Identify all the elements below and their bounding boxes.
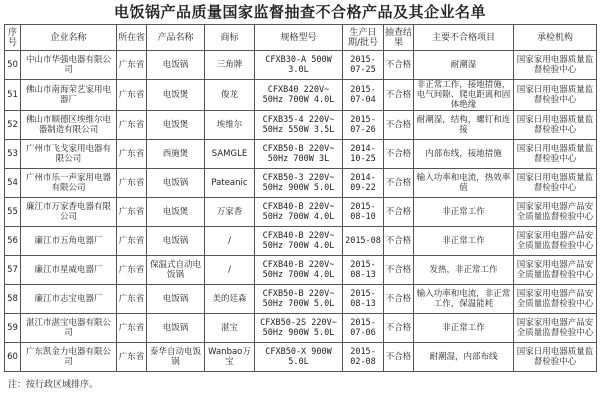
header-cell: 所在省 (117, 25, 147, 51)
table-row (5, 111, 597, 140)
table-cell: 广东省 (117, 169, 147, 198)
table-cell: 国家家用电器产品安全质量监督检验中心 (514, 285, 597, 314)
table-row (5, 169, 597, 198)
table-cell: 广东省 (117, 140, 147, 169)
table-cell: 2015-08-10 (343, 198, 384, 227)
table-cell: / (205, 227, 255, 256)
header-cell: 规格型号 (255, 25, 343, 51)
table-cell: 廉江市万家香电器有限公司 (21, 198, 117, 227)
table-cell: CFXB30-A 500W 3.0L (255, 51, 343, 80)
table-cell: 不合格 (384, 227, 414, 256)
table-cell: 广东省 (117, 51, 147, 80)
table-cell: 2015-07-06 (343, 314, 384, 343)
table-cell: 广东凯金力电器有限公司 (21, 343, 117, 372)
table-cell: 中山市华强电器有限公司 (21, 51, 117, 80)
table-cell: 56 (5, 227, 21, 256)
table-cell: 广东省 (117, 111, 147, 140)
table-cell: 国家日用电器质量监督检验中心 (514, 80, 597, 111)
table-cell: 国家家用电器产品安全质量监督检验中心 (514, 314, 597, 343)
table-cell: 内部布线，接地措施 (414, 140, 514, 169)
table-cell: 国家日用电器质量监督检验中心 (514, 343, 597, 372)
table-row (5, 198, 597, 227)
table-cell: 美的廷森 (205, 285, 255, 314)
header-row (5, 25, 597, 51)
table-cell: CFXB50-X 900W 5.0L (255, 343, 343, 372)
table-row (5, 51, 597, 80)
table-cell: 不合格 (384, 51, 414, 80)
header-cell: 序号 (5, 25, 21, 51)
table-row (5, 343, 597, 372)
table-cell: Pateanic (205, 169, 255, 198)
table-cell: 电饭锅 (147, 227, 205, 256)
table-cell: 57 (5, 256, 21, 285)
table-cell: 三角牌 (205, 51, 255, 80)
table-row (5, 256, 597, 285)
table-cell: 广东省 (117, 198, 147, 227)
table-cell: 不合格 (384, 140, 414, 169)
table-cell: 2015-08 (343, 227, 384, 256)
table-cell: 58 (5, 285, 21, 314)
table-cell: Wanbao万宝 (205, 343, 255, 372)
header-cell: 产品名称 (147, 25, 205, 51)
table-row (5, 140, 597, 169)
table-cell: 广州市飞戈家用电器有限公司 (21, 140, 117, 169)
table-cell: 耐潮湿 (414, 51, 514, 80)
page-title: 电饭锅产品质量国家监督抽查不合格产品及其企业名单 (113, 3, 486, 21)
table-cell: 2015-08-13 (343, 285, 384, 314)
table-cell: 发热，非正常工作 (414, 256, 514, 285)
table-cell: 2015-08-13 (343, 256, 384, 285)
table-cell: 佛山市南海荣艺家用电器厂 (21, 80, 117, 111)
table-cell: 广东省 (117, 343, 147, 372)
table-cell: 佛山市顺德区埃维尔电器制造有限公司 (21, 111, 117, 140)
table-cell: 廉江市五角电器厂 (21, 227, 117, 256)
table-cell: 电饭煲 (147, 198, 205, 227)
table-cell: 不合格 (384, 111, 414, 140)
table-cell: 俊龙 (205, 80, 255, 111)
table-cell: 广东省 (117, 285, 147, 314)
table-cell: 59 (5, 314, 21, 343)
table-cell: 万家香 (205, 198, 255, 227)
header-cell: 生产日期/批号 (343, 25, 384, 51)
table-cell: 保温式自动电饭锅 (147, 256, 205, 285)
table-cell: 电饭煲 (147, 111, 205, 140)
table-cell: 西施煲 (147, 140, 205, 169)
table-cell: / (205, 256, 255, 285)
table-cell: 国家日用电器质量监督检验中心 (514, 140, 597, 169)
table-cell: 国家日用电器质量监督检验中心 (514, 111, 597, 140)
table-cell: 电饭锅 (147, 169, 205, 198)
table-cell: CFXB40-B 220V~ 50Hz 700W 4.0L (255, 256, 343, 285)
table-cell: 湛江市湛宝电器有限公司 (21, 314, 117, 343)
table-cell: 54 (5, 169, 21, 198)
table-cell: CFXB40 220V~ 50Hz 700W 4.0L (255, 80, 343, 111)
table-cell: 泰华自动电饭锅 (147, 343, 205, 372)
table-cell: 非正常工作 (414, 227, 514, 256)
table-cell: 50 (5, 51, 21, 80)
table-cell: 国家家用电器产品安全质量监督检验中心 (514, 198, 597, 227)
table-cell: 电饭锅 (147, 314, 205, 343)
table-cell: 广东省 (117, 314, 147, 343)
table-cell: 不合格 (384, 80, 414, 111)
table-cell: 不合格 (384, 198, 414, 227)
table-cell: CFXB40-B 220V~ 50Hz 700W 4.0L (255, 227, 343, 256)
header-cell: 主要不合格项目 (414, 25, 514, 51)
table-cell: 国家日用电器质量监督检验中心 (514, 169, 597, 198)
table-cell: CFXB50-B 220V~ 50Hz 700W 3L (255, 140, 343, 169)
nonconforming-products-table (4, 24, 597, 372)
table-row (5, 227, 597, 256)
footnote: 注：按行政区域排序。 (8, 380, 99, 390)
table-cell: CFXB40-B 220V~ 50Hz 700W 4.0L (255, 198, 343, 227)
table-cell: 52 (5, 111, 21, 140)
table-row (5, 80, 597, 111)
table-cell: CFXB50-2S 220V~ 50Hz 900W 5.0L (255, 314, 343, 343)
table-row (5, 285, 597, 314)
header-cell: 企业名称 (21, 25, 117, 51)
table-cell: 不合格 (384, 256, 414, 285)
header-cell: 承检机构 (514, 25, 597, 51)
table-cell: 廉江市志宝电器厂 (21, 285, 117, 314)
table-row (5, 314, 597, 343)
table-cell: CFXB50-B 220V~ 50Hz 700W 5.0L (255, 285, 343, 314)
table-cell: 不合格 (384, 285, 414, 314)
table-cell: 电饭锅 (147, 285, 205, 314)
table-cell: 60 (5, 343, 21, 372)
header-cell: 商标 (205, 25, 255, 51)
table-cell: 电饭煲 (147, 80, 205, 111)
table-cell: 55 (5, 198, 21, 227)
table-cell: 耐潮湿，结构，螺钉和连接 (414, 111, 514, 140)
table-cell: 输入功率和电流，热效率值 (414, 169, 514, 198)
table-cell: 廉江市星威电器厂 (21, 256, 117, 285)
table-cell: 输入功率和电流，非正常工作，保温能耗 (414, 285, 514, 314)
table-body (5, 51, 597, 372)
table-cell: 53 (5, 140, 21, 169)
table-cell: 埃维尔 (205, 111, 255, 140)
table-cell: 2015-02-08 (343, 343, 384, 372)
table-cell: 不合格 (384, 314, 414, 343)
table-cell: 广东省 (117, 227, 147, 256)
table-cell: 湛宝 (205, 314, 255, 343)
table-cell: 非正常工作 (414, 314, 514, 343)
table-cell: 非正常工作，接地措施，电气间隙、爬电距离和固体绝缘 (414, 80, 514, 111)
table-cell: CFXB50-3 220V~ 50Hz 900W 5.0L (255, 169, 343, 198)
table-cell: SAMGLE (205, 140, 255, 169)
table-cell: 电饭锅 (147, 51, 205, 80)
table-cell: 广东省 (117, 256, 147, 285)
table-cell: 51 (5, 80, 21, 111)
table-cell: 2015-07-04 (343, 80, 384, 111)
table-cell: 国家家用电器产品安全质量监督检验中心 (514, 227, 597, 256)
table-cell: 2015-07-26 (343, 111, 384, 140)
table-cell: 耐潮湿，内部布线 (414, 343, 514, 372)
table-cell: 不合格 (384, 343, 414, 372)
table-cell: 国家家用电器质量监督检验中心 (514, 51, 597, 80)
table-cell: 广州市乐一声家用电器有限公司 (21, 169, 117, 198)
table-cell: 不合格 (384, 169, 414, 198)
table-cell: 2015-07-25 (343, 51, 384, 80)
table-cell: 2014-10-25 (343, 140, 384, 169)
table-cell: CFXB35-4 220V~ 50Hz 550W 3.5L (255, 111, 343, 140)
table-cell: 国家家用电器产品安全质量监督检验中心 (514, 256, 597, 285)
header-cell: 抽查结果 (384, 25, 414, 51)
table-cell: 2014-09-22 (343, 169, 384, 198)
table-cell: 广东省 (117, 80, 147, 111)
table-cell: 非正常工作 (414, 198, 514, 227)
